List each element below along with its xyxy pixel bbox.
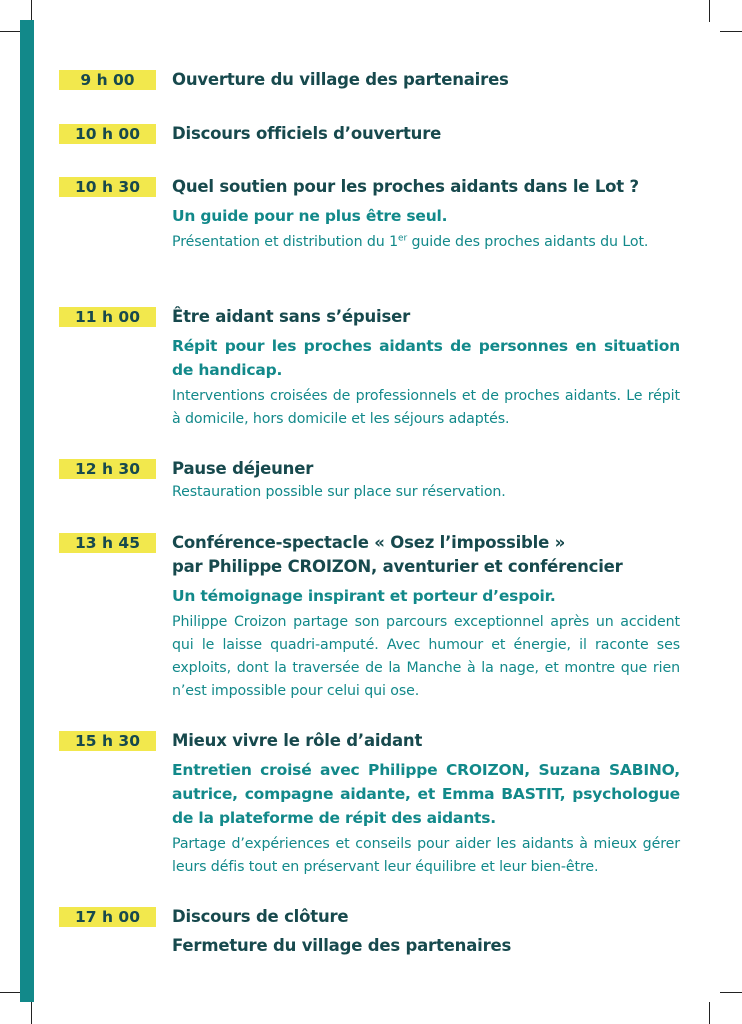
time-badge: 13 h 45	[59, 533, 156, 553]
entry-title-line2: par Philippe CROIZON, aventurier et conférencier	[172, 557, 623, 576]
entry-subtitle: Répit pour les proches aidants de personnes en situation de handicap.	[172, 337, 680, 379]
entry-title-line2: Fermeture du village des partenaires	[172, 936, 512, 955]
entry-description: Philippe Croizon partage son parcours exceptionnel après un accident qui le laisse quadri-amputé. Avec humour et énergie, il raconte ses exploits, dont la traversée de la Manche à la nage, et montre que rien n’est impossible pour celui qui ose.	[172, 614, 680, 699]
entry-description: Interventions croisées de professionnels et de proches aidants. Le répit à domicile, hors domicile et les séjours adaptés.	[172, 388, 680, 427]
time-badge: 10 h 30	[59, 177, 156, 197]
entry-subtitle: Un guide pour ne plus être seul.	[172, 207, 448, 225]
time-badge: 9 h 00	[59, 70, 156, 90]
entry-description: Partage d’expériences et conseils pour aider les aidants à mieux gérer leurs défis tout en préservant leur équilibre et leur bien-être.	[172, 836, 680, 875]
entry-description: Restauration possible sur place sur réservation.	[172, 484, 506, 500]
time-badge: 10 h 00	[59, 124, 156, 144]
entry-title: Ouverture du village des partenaires	[172, 70, 509, 89]
time-badge: 11 h 00	[59, 307, 156, 327]
entry-subtitle: Entretien croisé avec Philippe CROIZON, Suzana SABINO, autrice, compagne aidante, et Emma BASTIT, psychologue de la plateforme de répit des aidants.	[172, 761, 680, 827]
entry-title: Conférence-spectacle « Osez l’impossible »	[172, 533, 566, 552]
entry-title: Mieux vivre le rôle d’aidant	[172, 731, 423, 750]
entry-description: Présentation et distribution du 1er guide des proches aidants du Lot.	[172, 233, 649, 250]
entry-title: Être aidant sans s’épuiser	[172, 307, 411, 326]
entry-title: Pause déjeuner	[172, 459, 314, 478]
entry-title: Discours de clôture	[172, 907, 349, 926]
entry-title: Quel soutien pour les proches aidants dans le Lot ?	[172, 177, 639, 196]
time-badge: 17 h 00	[59, 907, 156, 927]
time-badge: 15 h 30	[59, 731, 156, 751]
entry-title: Discours officiels d’ouverture	[172, 124, 442, 143]
entry-subtitle: Un témoignage inspirant et porteur d’espoir.	[172, 587, 556, 605]
time-badge: 12 h 30	[59, 459, 156, 479]
